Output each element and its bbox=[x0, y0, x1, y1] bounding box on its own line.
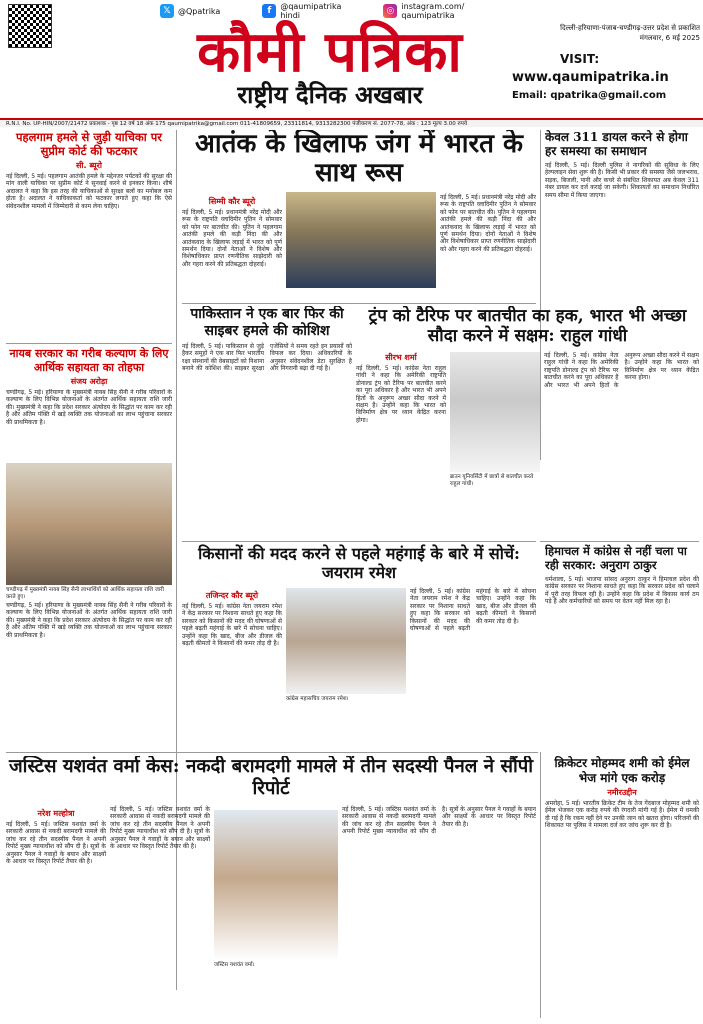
article-justice-varma bbox=[6, 756, 536, 1018]
tagline: राष्ट्रीय दैनिक अखबार bbox=[237, 80, 423, 109]
headline: पहलगाम हमले से जुड़ी याचिका पर सुप्रीम कोर्ट की फटकार bbox=[16, 130, 162, 158]
row-divider bbox=[182, 541, 536, 542]
social-handle: @qaumipatrika hindi bbox=[280, 2, 342, 20]
article-body: नई दिल्ली, 5 मई। जस्टिस यशवंत वर्मा के सरकारी आवास से नकदी बरामदगी मामले की जांच कर रहे तीन सदस्यीय पैनल ने अपनी रिपोर्ट मुख्य न्यायाधीश को सौंप दी है। सूत्रों के अनुसार पैनल ने गवाहों के बयान और साक्ष्यों के आधार पर विस्तृत रिपोर्ट तैयार की है। bbox=[6, 821, 106, 866]
article-shami-extortion bbox=[545, 756, 699, 1018]
photo-caption: जस्टिस यशवंत वर्मा। bbox=[214, 962, 255, 968]
justice-varma-photo bbox=[214, 810, 338, 960]
headline: नायब सरकार का गरीब कल्याण के लिए आर्थिक सहायता का तोहफा bbox=[9, 347, 169, 374]
article-body-cont: नई दिल्ली, 5 मई। प्रधानमंत्री नरेंद्र मोदी और रूस के राष्ट्रपति व्लादिमीर पुतिन ने सोमवार को फोन पर बातचीत की। पुतिन ने पहलगाम आतंकी हमले की कड़ी निंदा की और आतंकवाद के खिलाफ लड़ाई में भारत को पूर्ण समर्थन दिया। दोनों नेताओं ने विशेष और विशेषाधिकार प्राप्त रणनीतिक साझेदारी को और गहरा करने की प्रतिबद्धता दोहराई। bbox=[440, 194, 536, 253]
edition-text: दिल्ली-हरियाणा-पंजाब-चण्डीगढ़-उत्तर प्रदेश से प्रकाशित bbox=[560, 24, 700, 32]
social-x[interactable] bbox=[160, 4, 220, 18]
social-instagram[interactable] bbox=[383, 2, 464, 20]
website-link[interactable]: www.qaumipatrika.in bbox=[512, 70, 669, 85]
visit-label: VISIT: bbox=[560, 52, 600, 66]
headline: क्रिकेटर मोहम्मद शमी को ईमेल भेज मांगे एक करोड़ bbox=[554, 756, 690, 785]
facebook-icon: f bbox=[262, 4, 276, 18]
article-body: चण्डीगढ़, 5 मई। हरियाणा के मुख्यमंत्री नायब सिंह सैनी ने गरीब परिवारों के कल्याण के लिए विभिन्न योजनाओं के अंतर्गत आर्थिक सहायता राशि जारी की। मुख्यमंत्री ने कहा कि प्रदेश सरकार अंत्योदय के सिद्धांत पर काम कर रही है और अंतिम पंक्ति में खड़े व्यक्ति तक योजनाओं का लाभ पहुंचाना सरकार की प्राथमिकता है। bbox=[6, 389, 172, 426]
social-handle: instagram.com/ qaumipatrika bbox=[401, 2, 465, 20]
column-divider bbox=[540, 752, 541, 1018]
x-twitter-icon: 𝕏 bbox=[160, 4, 174, 18]
article-cyber-attack bbox=[182, 306, 352, 538]
byline: सीरभ शर्मा bbox=[385, 353, 417, 362]
headline: पाकिस्तान ने एक बार फिर की साइबर हमले की कोशिश bbox=[190, 306, 344, 339]
byline: नमीरउद्दीन bbox=[607, 788, 637, 797]
rahul-gandhi-photo bbox=[450, 352, 540, 472]
row-divider bbox=[540, 541, 699, 542]
byline: सिम्मी कौर ब्यूरो bbox=[208, 197, 256, 206]
article-rahul-tariff bbox=[356, 306, 699, 538]
headline: ट्रंप को टैरिफ पर बातचीत का हक, भारत भी अच्छा सौदा करने में सक्षम: राहुल गांधी bbox=[368, 306, 687, 346]
headline: आतंक के खिलाफ जंग में भारत के साथ रूस bbox=[195, 130, 523, 188]
modi-putin-photo bbox=[286, 192, 436, 288]
photo-caption: ब्राउन यूनिवर्सिटी में छात्रों से बातचीत करते राहुल गांधी। bbox=[450, 474, 534, 487]
email-link[interactable]: Email: qpatrika@gmail.com bbox=[512, 90, 667, 101]
date-text: मंगलवार, 6 मई 2025 bbox=[639, 34, 700, 42]
article-body: नई दिल्ली, 5 मई। प्रधानमंत्री नरेंद्र मोदी और रूस के राष्ट्रपति व्लादिमीर पुतिन ने सोमवार को फोन पर बातचीत की। पुतिन ने पहलगाम आतंकी हमले की कड़ी निंदा की और आतंकवाद के खिलाफ लड़ाई में भारत को पूर्ण समर्थन दिया। दोनों नेताओं ने विशेष और विशेषाधिकार प्राप्त रणनीतिक साझेदारी को और गहरा करने की प्रतिबद्धता दोहराई। bbox=[182, 209, 282, 268]
byline: सी. ब्यूरो bbox=[76, 161, 102, 170]
article-body: नई दिल्ली, 5 मई। कांग्रेस नेता राहुल गांधी ने कहा कि अमेरिकी राष्ट्रपति डोनाल्ड ट्रंप को टैरिफ पर बातचीत करने का पूरा अधिकार है और भारत भी अपने हितों के अनुरूप अच्छा सौदा करने में सक्षम है। उन्होंने कहा कि भारत को विनिर्माण क्षेत्र पर ध्यान केंद्रित करना होगा। bbox=[356, 365, 446, 424]
photo-caption: चण्डीगढ़ में मुख्यमंत्री नायब सिंह सैनी लाभार्थियों को आर्थिक सहायता राशि जारी करते हुए। bbox=[6, 587, 164, 600]
instagram-icon: ◎ bbox=[383, 4, 397, 18]
article-body: नई दिल्ली, 5 मई। कांग्रेस नेता जयराम रमेश ने केंद्र सरकार पर निशाना साधते हुए कहा कि सरकार को किसानों की मदद की घोषणाओं से पहले बढ़ती महंगाई के बारे में सोचना चाहिए। उन्होंने कहा कि खाद, बीज और डीजल की बढ़ती कीमतों ने किसानों की कमर तोड़ दी है। bbox=[182, 603, 282, 648]
article-body: अमरोहा, 5 मई। भारतीय क्रिकेट टीम के तेज गेंदबाज मोहम्मद शमी को ईमेल भेजकर एक करोड़ रुपये की रंगदारी मांगी गई है। ईमेल में धमकी दी गई है कि रकम नहीं देने पर उनकी जान को खतरा होगा। परिजनों की शिकायत पर पुलिस ने मामला दर्ज कर जांच शुरू कर दी है। bbox=[545, 800, 699, 830]
masthead bbox=[0, 19, 703, 112]
photo-caption: कांग्रेस महासचिव जयराम रमेश। bbox=[286, 696, 349, 702]
article-body: नई दिल्ली, 5 मई। दिल्ली पुलिस ने नागरिकों की सुविधा के लिए हेल्पलाइन सेवा शुरू की है। किसी भी प्रकार की समस्या जैसे जलभराव, सड़क, बिजली, पानी और कचरे से संबंधित शिकायत अब केवल 311 नंबर डायल कर दर्ज कराई जा सकेगी। शिकायतों का समाधान निर्धारित समय सीमा में किया जाएगा। bbox=[545, 162, 699, 199]
article-sc-petition bbox=[6, 130, 172, 340]
headline: जस्टिस यशवंत वर्मा केस: नकदी बरामदगी मामले में तीन सदस्यी पैनल ने सौंपी रिपोर्ट bbox=[8, 756, 534, 799]
article-jairam-ramesh bbox=[182, 544, 536, 734]
article-body: नई दिल्ली, 5 मई। पाकिस्तान से जुड़े हैकर समूहों ने एक बार फिर भारतीय रक्षा संस्थानों की वेबसाइटों को निशाना बनाने की कोशिश की। साइबर सुरक्षा एजेंसियों ने समय रहते इन प्रयासों को विफल कर दिया। अधिकारियों के अनुसार संवेदनशील डेटा सुरक्षित है और निगरानी बढ़ा दी गई है। bbox=[182, 343, 352, 373]
row-divider bbox=[6, 752, 538, 753]
byline: संजय अरोड़ा bbox=[70, 377, 108, 386]
article-body-cont: नई दिल्ली, 5 मई। कांग्रेस नेता जयराम रमेश ने केंद्र सरकार पर निशाना साधते हुए कहा कि सरकार को किसानों की मदद की घोषणाओं से पहले बढ़ती महंगाई के बारे में सोचना चाहिए। उन्होंने कहा कि खाद, बीज और डीजल की बढ़ती कीमतों ने किसानों की कमर तोड़ दी है। bbox=[410, 588, 536, 633]
social-handle: @Qpatrika bbox=[178, 6, 221, 16]
article-nayab-welfare bbox=[6, 347, 172, 747]
byline: तजिन्दर कौर ब्यूरो bbox=[205, 591, 259, 600]
article-body-cont: चण्डीगढ़, 5 मई। हरियाणा के मुख्यमंत्री नायब सिंह सैनी ने गरीब परिवारों के कल्याण के लिए विभिन्न योजनाओं के अंतर्गत आर्थिक सहायता राशि जारी की। मुख्यमंत्री ने कहा कि प्रदेश सरकार अंत्योदय के सिद्धांत पर काम कर रही है और अंतिम पंक्ति में खड़े व्यक्ति तक योजनाओं का लाभ पहुंचाना सरकार की प्राथमिकता है। bbox=[6, 602, 172, 639]
article-russia-india bbox=[182, 130, 536, 300]
row-divider bbox=[6, 343, 172, 344]
article-body-cont: नई दिल्ली, 5 मई। जस्टिस यशवंत वर्मा के सरकारी आवास से नकदी बरामदगी मामले की जांच कर रहे तीन सदस्यीय पैनल ने अपनी रिपोर्ट मुख्य न्यायाधीश को सौंप दी है। सूत्रों के अनुसार पैनल ने गवाहों के बयान और साक्ष्यों के आधार पर विस्तृत रिपोर्ट तैयार की है। bbox=[342, 806, 536, 836]
headline: किसानों की मदद करने से पहले महंगाई के बारे में सोचें: जयराम रमेश bbox=[198, 544, 520, 582]
byline: नरेश मल्होत्रा bbox=[37, 809, 75, 818]
article-body-cont: नई दिल्ली, 5 मई। जस्टिस यशवंत वर्मा के सरकारी आवास से नकदी बरामदगी मामले की जांच कर रहे तीन सदस्यीय पैनल ने अपनी रिपोर्ट मुख्य न्यायाधीश को सौंप दी है। सूत्रों के अनुसार पैनल ने गवाहों के बयान और साक्ष्यों के आधार पर विस्तृत रिपोर्ट तैयार की है। bbox=[110, 806, 210, 851]
row-divider bbox=[182, 303, 536, 304]
social-facebook[interactable] bbox=[262, 2, 341, 20]
welfare-event-photo bbox=[6, 463, 172, 585]
article-body-cont: नई दिल्ली, 5 मई। कांग्रेस नेता राहुल गांधी ने कहा कि अमेरिकी राष्ट्रपति डोनाल्ड ट्रंप को टैरिफ पर बातचीत करने का पूरा अधिकार है और भारत भी अपने हितों के अनुरूप अच्छा सौदा करने में सक्षम है। उन्होंने कहा कि भारत को विनिर्माण क्षेत्र पर ध्यान केंद्रित करना होगा। bbox=[544, 352, 699, 389]
headline: हिमाचल में कांग्रेस से नहीं चला पा रही सरकार: अनुराग ठाकुर bbox=[545, 544, 687, 572]
article-body: धर्मशाला, 5 मई। भाजपा सांसद अनुराग ठाकुर ने हिमाचल प्रदेश की कांग्रेस सरकार पर निशाना साधते हुए कहा कि सरकार प्रदेश को चलाने में पूरी तरह विफल रही है। उन्होंने कहा कि प्रदेश में विकास कार्य ठप पड़े हैं और कर्मचारियों को समय पर वेतन नहीं मिल रहा है। bbox=[545, 576, 699, 606]
paper-name: कौमी पत्रिका bbox=[197, 19, 463, 85]
article-anurag-thakur bbox=[545, 544, 699, 740]
headline: केवल 311 डायल करने से होगा हर समस्या का समाधान bbox=[545, 130, 688, 158]
article-body: नई दिल्ली, 5 मई। पहलगाम आतंकी हमले के मद्देनजर पर्यटकों की सुरक्षा की मांग वाली याचिका पर सुप्रीम कोर्ट ने सुनवाई करने से इनकार किया। शीर्ष अदालत ने कहा कि इस तरह की याचिकाओं से सुरक्षा बलों का मनोबल कम होता है। अदालत ने याचिकाकर्ता को फटकार लगाते हुए कहा कि ऐसे संवेदनशील मामलों में जिम्मेदारी से काम लेना चाहिए। bbox=[6, 173, 172, 210]
rni-strip: R.N.I. No. UP-HIN/2007/21472 प्रकाशक - पृष्ठ 12 वर्ष 18 अंक 175 qaumipatrika@gmail.com 011-41809659, 23311814, 9313282300 पंजीकरण सं. 2077-78, अंक : 123 मूल्य 3.00 रुपये bbox=[0, 118, 703, 127]
jairam-ramesh-photo bbox=[286, 588, 406, 694]
